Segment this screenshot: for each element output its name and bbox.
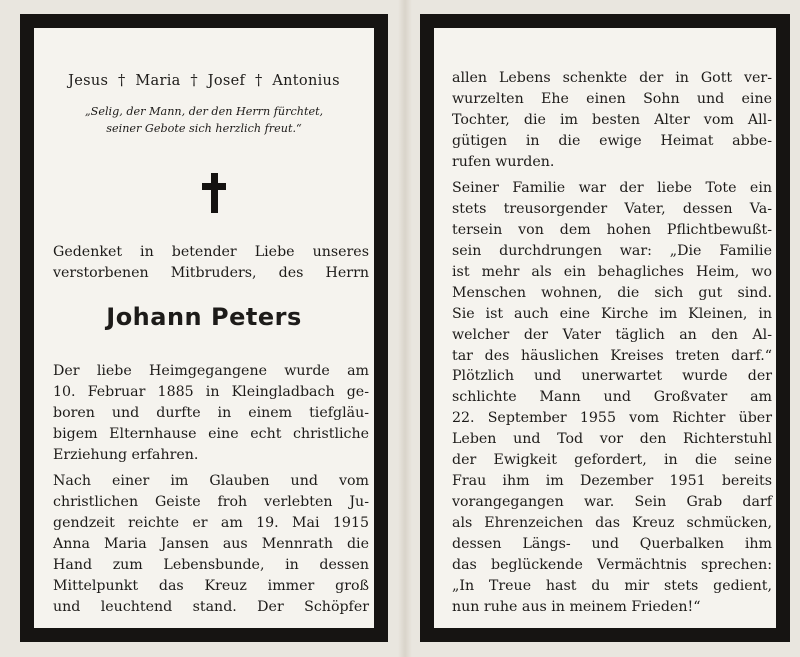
left-card-page [34, 28, 374, 628]
right-card-page [434, 28, 776, 628]
cross-icon [202, 173, 226, 213]
intro-text [53, 242, 369, 284]
text-line: Tochter, die im besten Alter vom All- [452, 112, 772, 128]
text-line: 22. September 1955 vom Richter über [452, 410, 772, 426]
text-line: Plötzlich und unerwartet wurde der [452, 368, 772, 384]
text-line: Anna Maria Jansen aus Mennrath die [53, 536, 369, 552]
text-line: Menschen wohnen, die sich gut sind. [452, 285, 772, 301]
text-line: stets treusorgender Vater, dessen Va- [452, 201, 772, 217]
biography-paragraph-1 [53, 361, 369, 466]
left-card-panel [20, 14, 388, 642]
biography-paragraph-5 [452, 366, 772, 618]
text-line: Nach einer im Glauben und vom [53, 473, 369, 489]
text-line: Frau ihm im Dezember 1951 bereits [452, 473, 772, 489]
right-card-panel [420, 14, 790, 642]
text-line: bigem Elternhause eine echt christliche [53, 426, 369, 442]
text-line: und leuchtend stand. Der Schöpfer [53, 599, 369, 615]
text-line: welcher der Vater täglich an den Al- [452, 327, 772, 343]
text-line: dessen Längs- und Querbalken ihm [452, 536, 772, 552]
text-line: das beglückende Vermächtnis sprechen: [452, 557, 772, 573]
text-line: verstorbenen Mitbruders, des Herrn [53, 265, 369, 281]
text-line: boren und durfte in einem tiefgläu- [53, 405, 369, 421]
bible-motto [34, 103, 374, 137]
text-line: Mittelpunkt das Kreuz immer groß [53, 578, 369, 594]
text-line: gütigen in die ewige Heimat abbe- [452, 133, 772, 149]
biography-paragraph-4 [452, 178, 772, 367]
text-line: Erziehung erfahren. [53, 447, 199, 463]
biography-paragraph-2 [53, 471, 369, 618]
text-line: „In Treue hast du mir stets gedient, [452, 578, 772, 594]
text-line: schlichte Mann und Großvater am [452, 389, 772, 405]
text-line: nun ruhe aus in meinem Frieden!“ [452, 599, 701, 615]
text-line: ist mehr als ein behagliches Heim, wo [452, 264, 772, 280]
text-line: allen Lebens schenkte der in Gott ver- [452, 70, 772, 86]
card-fold [398, 0, 412, 657]
text-line: Seiner Familie war der liebe Tote ein [452, 180, 772, 196]
text-line: christlichen Geiste froh verlebten Ju- [53, 494, 369, 510]
text-line: Der liebe Heimgegangene wurde am [53, 363, 369, 379]
text-line: vorangegangen war. Sein Grab darf [452, 494, 772, 510]
text-line: tar des häuslichen Kreises treten darf.“ [452, 348, 772, 364]
deceased-name: Johann Peters [106, 303, 302, 331]
text-line: sein durchdrungen war: „Die Familie [452, 243, 772, 259]
text-line: tersein von dem hohen Pflichtbewußt- [452, 222, 772, 238]
text-line: der Ewigkeit gefordert, in die seine [452, 452, 772, 468]
text-line: rufen wurden. [452, 154, 555, 170]
text-line: Sie ist auch eine Kirche im Kleinen, in [452, 306, 772, 322]
text-line: gendzeit reichte er am 19. Mai 1915 [53, 515, 369, 531]
motto-line: seiner Gebote sich herzlich freut.“ [106, 122, 302, 135]
biography-paragraph-3 [452, 68, 772, 173]
motto-line: „Selig, der Mann, der den Herrn fürchtet, [84, 105, 324, 118]
text-line: Gedenket in betender Liebe unseres [53, 244, 369, 260]
saints-invocation: Jesus † Maria † Josef † Antonius [68, 73, 340, 89]
text-line: als Ehrenzeichen das Kreuz schmücken, [452, 515, 772, 531]
text-line: 10. Februar 1885 in Kleingladbach ge- [53, 384, 369, 400]
text-line: Hand zum Lebensbunde, in dessen [53, 557, 369, 573]
text-line: Leben und Tod vor den Richterstuhl [452, 431, 772, 447]
text-line: wurzelten Ehe einen Sohn und eine [452, 91, 772, 107]
